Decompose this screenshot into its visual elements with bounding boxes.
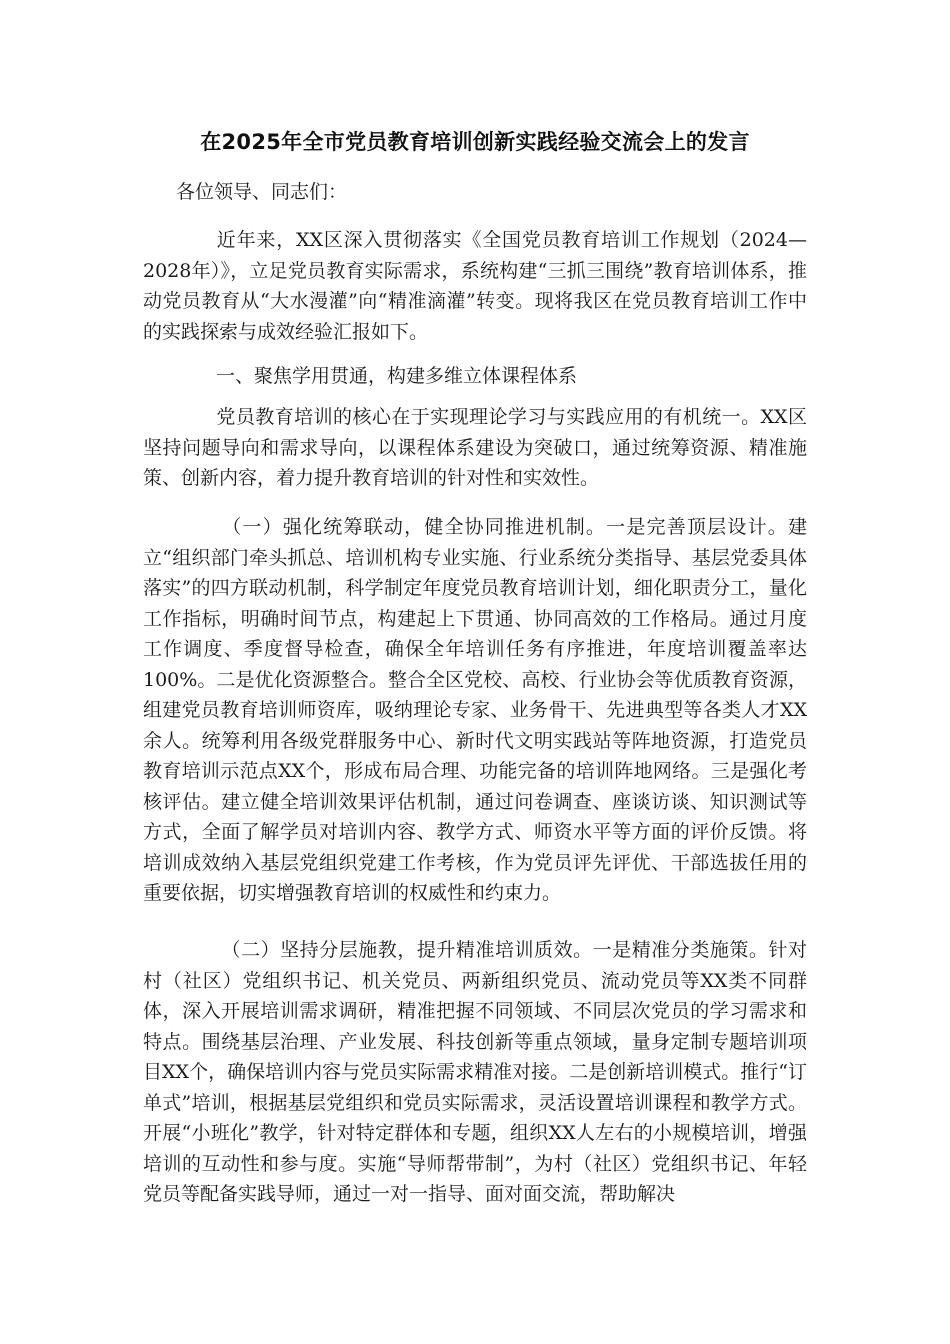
section-body-text: 党员教育培训的核心在于实现理论学习与实践应用的有机统一。XX区坚持问题导向和需求导向，以课程体系建设为突破口，通过统筹资源、精准施策、创新内容，着力提升教育培训的针对性和实效性。 (143, 406, 807, 489)
section-heading: 一、聚焦学用贯通，构建多维立体课程体系 (216, 365, 578, 387)
intro-paragraph (143, 225, 807, 347)
document-title: 在2025年全市党员教育培训创新实践经验交流会上的发言 (200, 130, 750, 154)
subsection-2-paragraph (143, 935, 807, 1210)
section-body-paragraph (143, 402, 807, 494)
intro-text: 近年来，XX区深入贯彻落实《全国党员教育培训工作规划（2024—2028年）》，立足党员教育实际需求，系统构建“三抓三围绕”教育培训体系，推动党员教育从“大水漫灌”向“精准滴灌”转变。现将我区在党员教育培训工作中的实践探索与成效经验汇报如下。 (143, 229, 807, 343)
subsection-1-text: （一）强化统筹联动，健全协同推进机制。一是完善顶层设计。建立“组织部门牵头抓总、培训机构专业实施、行业系统分类指导、基层党委具体落实”的四方联动机制，科学制定年度党员教育培训计划，细化职责分工，量化工作指标，明确时间节点，构建起上下贯通、协同高效的工作格局。通过月度工作调度、季度督导检查，确保全年培训任务有序推进，年度培训覆盖率达100%。二是优化资源整合。整合全区党校、高校、行业协会等优质教育资源，组建党员教育培训师资库，吸纳理论专家、业务骨干、先进典型等各类人才XX余人。统筹利用各级党群服务中心、新时代文明实践站等阵地资源，打造党员教育培训示范点XX个，形成布局合理、功能完备的培训阵地网络。三是强化考核评估。建立健全培训效果评估机制，通过问卷调查、座谈访谈、知识测试等方式，全面了解学员对培训内容、教学方式、师资水平等方面的评价反馈。将培训成效纳入基层党组织党建工作考核，作为党员评先评优、干部选拔任用的重要依据，切实增强教育培训的权威性和约束力。 (143, 516, 807, 904)
subsection-2-text: （二）坚持分层施教，提升精准培训质效。一是精准分类施策。针对村（社区）党组织书记、机关党员、两新组织党员、流动党员等XX类不同群体，深入开展培训需求调研，精准把握不同领域、不同层次党员的学习需求和特点。围绕基层治理、产业发展、科技创新等重点领域，量身定制专题培训项目XX个，确保培训内容与党员实际需求精准对接。二是创新培训模式。推行“订单式”培训，根据基层党组织和党员实际需求，灵活设置培训课程和教学方式。开展“小班化”教学，针对特定群体和专题，组织XX人左右的小规模培训，增强培训的互动性和参与度。实施“导师帮带制”，为村（社区）党组织书记、年轻党员等配备实践导师，通过一对一指导、面对面交流，帮助解决 (143, 939, 807, 1205)
subsection-1-paragraph (143, 512, 807, 909)
salutation: 各位领导、同志们： (176, 181, 348, 203)
